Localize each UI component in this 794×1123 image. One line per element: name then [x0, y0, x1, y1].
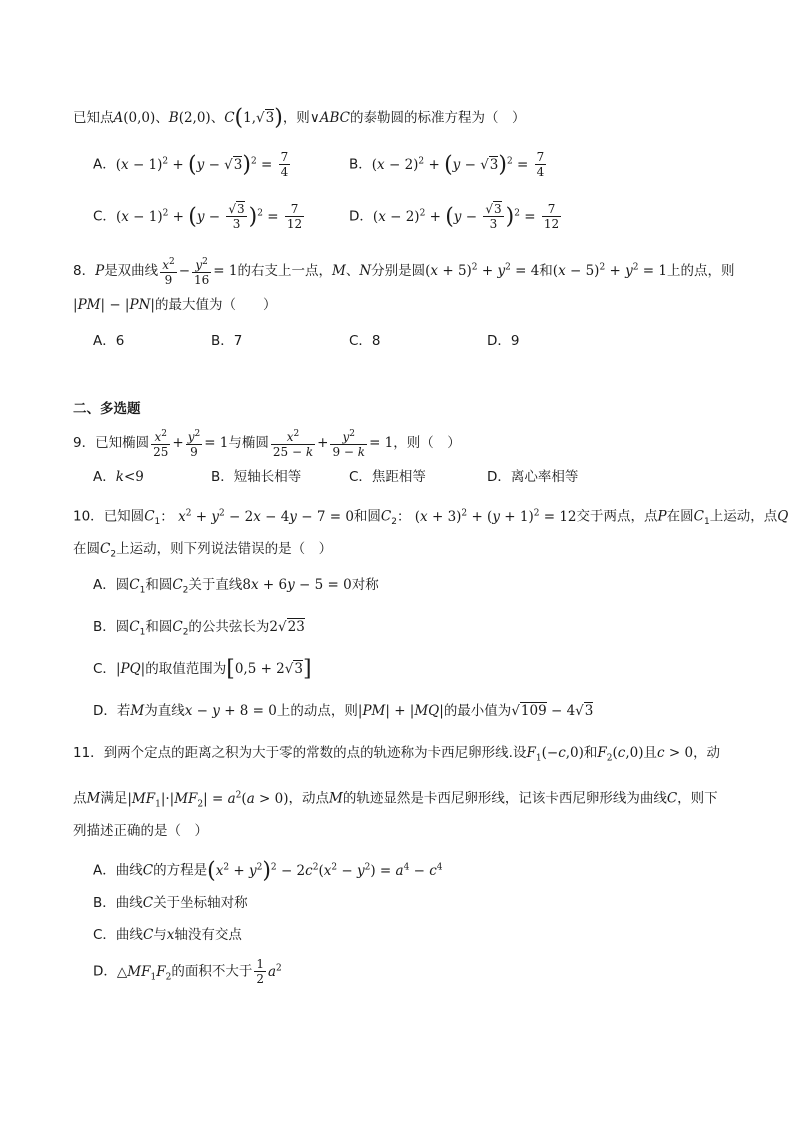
q9-option-a: A．k<9 — [93, 469, 144, 485]
q8-stem: 8．P是双曲线 $\frac{x^2}{9}$ − $\frac{y^2}{16}$ = 1的右支上一点，M、N分别是圆$(x + 5)^2 + y^2 = 4$和$(x - 5)^2 + y^2 = 1$上的点，则 — [73, 257, 735, 287]
q11-stem-line2: 点M满足$|MF_1|\cdot|MF_2| = a^2(a > 0)$，动点M的轨迹显然是卡西尼卵形线，记该卡西尼卵形线为曲线C，则下 — [73, 790, 718, 810]
q11-option-b: B．曲线C关于坐标轴对称 — [93, 895, 248, 911]
q11-stem-line3: 列描述正确的是（ ） — [73, 823, 208, 839]
q8-option-b: B．7 — [211, 333, 243, 349]
q10-option-a: A．圆$C_1$和圆$C_2$关于直线8x + 6y − 5 = 0对称 — [93, 577, 379, 596]
q10-option-b: B．圆$C_1$和圆$C_2$的公共弦长为2√23 — [93, 619, 305, 638]
q10-stem: 10．已知圆$C_1$： $x^2 + y^2 - 2x - 4y - 7 = 0$和圆$C_2$： $(x + 3)^2 + (y + 1)^2 = 12$交于两点，点P在圆$C_1$上运动，点Q — [73, 508, 789, 528]
q7-option-d: D．$(x - 2)^2 + (y$ − $\frac{√3}{3}$ )$^2$ = $\frac{7}{12}$ — [349, 202, 560, 231]
q9-option-c: C．焦距相等 — [349, 469, 426, 485]
q7-option-c: C．$(x - 1)^2 + (y$ − $\frac{√3}{3}$ )$^2$ = $\frac{7}{12}$ — [93, 202, 303, 231]
q7-stem-text: 已知点 — [73, 110, 114, 126]
q10-option-c: C．|PQ|的取值范围为[0,5 + 2√3] — [93, 656, 312, 682]
q9-option-b: B．短轴长相等 — [211, 469, 302, 485]
q9-stem: 9．已知椭圆 $\frac{x^2}{25}$ + $\frac{y^2}{9}$ = 1与椭圆 $\frac{x^2}{25 - k}$ + $\frac{y^2}{9 - k}$ = 1，则（ ） — [73, 429, 461, 459]
q11-option-a: A．曲线C的方程是$(x^2 + y^2)^2 - 2c^2(x^2 - y^2) = a^4 - c^4$ — [93, 858, 443, 883]
q8-option-c: C．8 — [349, 333, 381, 349]
q7-option-b: B．$(x - 2)^2 + (y - √3)^2$ = $\frac{7}{4}$ — [349, 150, 545, 179]
q10-stem-line2: 在圆$C_2$上运动，则下列说法错误的是（ ） — [73, 541, 333, 560]
q7-option-a: A．$(x - 1)^2 + (y - √3)^2$ = $\frac{7}{4}$ — [93, 150, 289, 179]
section-title-multiple-choice: 二、多选题 — [73, 401, 141, 417]
q11-option-d: D．$\triangle MF_1F_2$的面积不大于 $\frac{1}{2}$ $a^2$ — [93, 957, 282, 986]
q11-option-c: C．曲线C与x轴没有交点 — [93, 927, 242, 943]
q9-option-d: D．离心率相等 — [487, 469, 579, 485]
q8-option-d: D．9 — [487, 333, 520, 349]
q8-stem-line2: |PM| − |PN|的最大值为（ ） — [73, 297, 277, 313]
q10-option-d: D．若M为直线x − y + 8 = 0上的动点，则|PM| + |MQ|的最小值为√109 − 4√3 — [93, 703, 594, 719]
q11-stem: 11．到两个定点的距离之积为大于零的常数的点的轨迹称为卡西尼卵形线.设$F_1(-c,0)$和$F_2(c,0)$且c > 0，动 — [73, 745, 721, 764]
q7-stem: 已知点A(0,0)、B(2,0)、C(1,√3)，则∨ABC的泰勒圆的标准方程为（ ） — [73, 105, 526, 131]
q8-option-a: A．6 — [93, 333, 125, 349]
